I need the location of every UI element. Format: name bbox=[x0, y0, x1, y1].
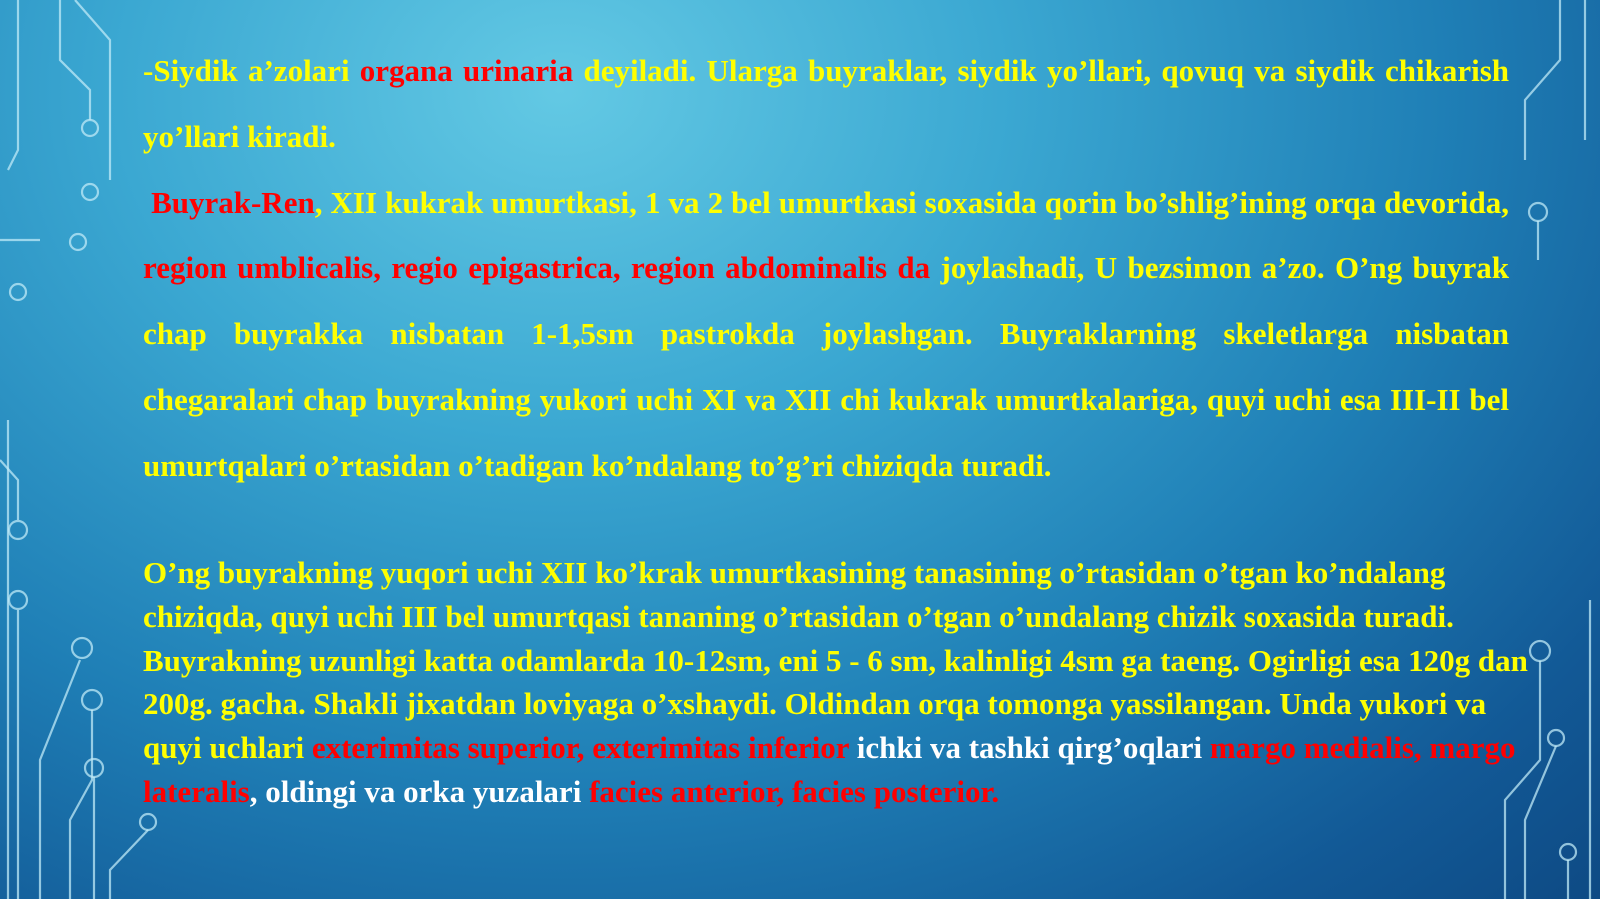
text-block-upper bbox=[143, 38, 1509, 499]
text-span: deyiladi. Ularga buyraklar, siydik yo’llari, qovuq va siydik chikarish yo’llari kiradi. bbox=[143, 53, 1510, 154]
text-span: , XII kukrak umurtkasi, 1 va 2 bel umurtkasi soxasida qorin bo’shlig’ining orqa devorida, bbox=[314, 184, 1509, 220]
paragraph-kidney-position bbox=[143, 170, 1509, 499]
latin-term: Buyrak-Ren bbox=[151, 184, 315, 220]
text-span: , oldingi va orka yuzalari bbox=[249, 773, 590, 809]
latin-term: organa urinaria bbox=[359, 53, 574, 88]
latin-term: facies anterior, facies posterior. bbox=[589, 773, 1000, 809]
text-span: O’ng buyrakning yuqori uchi XII ko’krak umurtkasining tanasining o’rtasidan o’tgan ko’ndalang chiziqda, quyi uchi III bel umurtqasi tananing o’rtasidan o’tgan o’undalang chizik soxasida turadi. Buyrakning uzunligi katta odamlarda 10-12sm, eni 5 - 6 sm, kalinligi 4sm ga taeng. Ogirligi esa 120g dan 200g. gacha. Shakli jixatdan loviyaga o’xshaydi. Oldindan orqa tomonga yassilangan. Unda yukori va quyi uchlari bbox=[143, 555, 1528, 766]
text-span: -Siydik a’zolari bbox=[143, 53, 360, 88]
text-span: joylashadi, U bezsimon a’zo. O’ng buyrak chap buyrakka nisbatan 1-1,5sm pastrokda joylashgan. Buyraklarning skeletlarga nisbatan chegaralari chap buyrakning yukori uchi XI va XII chi kukrak umurtkalariga, quyi uchi esa III-II bel umurtqalari o’rtasidan o’tadigan ko’ndalang to’g’ri chiziqda turadi. bbox=[143, 250, 1509, 483]
text-span: ichki va tashki qirg’oqlari bbox=[849, 730, 1210, 766]
paragraph-intro bbox=[143, 38, 1509, 170]
latin-term: margo medialis, margo lateralis bbox=[143, 730, 1516, 809]
text-block-lower bbox=[143, 551, 1543, 814]
latin-term: exterimitas superior, exterimitas inferior bbox=[311, 730, 849, 766]
paragraph-kidney-description bbox=[143, 551, 1543, 814]
latin-term: region umblicalis, regio epigastrica, region abdominalis da bbox=[143, 250, 931, 286]
